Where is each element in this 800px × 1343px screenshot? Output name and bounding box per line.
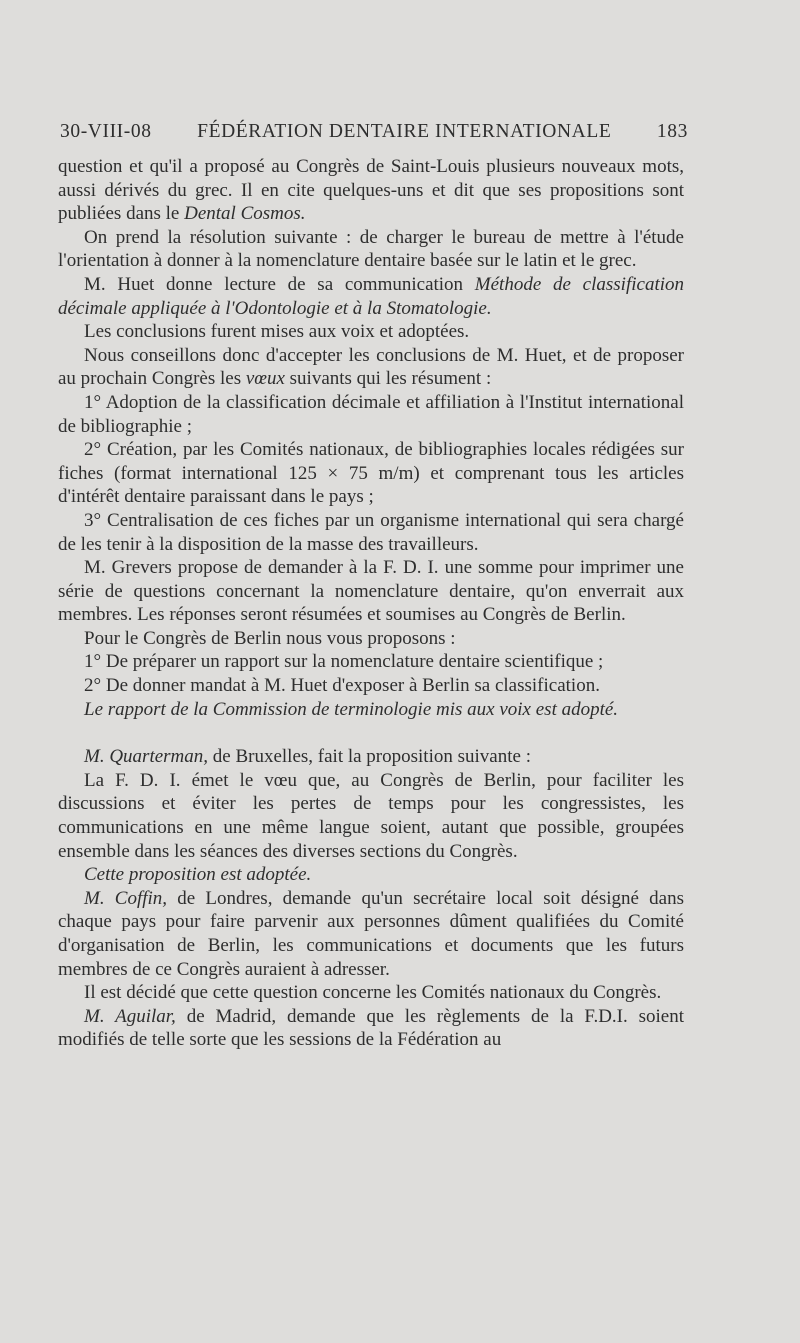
paragraph-text: Pour le Congrès de Berlin nous vous proposons : <box>84 627 456 649</box>
paragraph-text: 1° De préparer un rapport sur la nomenclature dentaire scientifique ; <box>84 651 604 673</box>
paragraph-text: Nous conseillons donc d'accepter les conclusions de M. Huet, et de proposer au prochain Congrès les <box>58 344 684 390</box>
paragraph-text: 2° Création, par les Comités nationaux, de bibliographies locales rédigées sur fiches (format international 125 × 75 m/m) et comprenant tous les articles d'intérêt dentaire paraissant dans le pays ; <box>58 439 684 508</box>
paragraph <box>58 556 684 627</box>
italic-word: vœux <box>245 368 285 390</box>
paragraph <box>58 155 684 226</box>
paragraph <box>58 627 684 651</box>
speaker-name: M. Quarterman, <box>84 746 209 768</box>
paragraph <box>58 698 684 722</box>
paragraph <box>58 273 684 320</box>
paragraph-text: La F. D. I. émet le vœu que, au Congrès de Berlin, pour faciliter les discussions et éviter les pertes de temps pour les congressistes, les communications en une même langue soient, autant que possible, groupées ensemble dans les séances des diverses sections du Congrès. <box>58 769 684 862</box>
running-head <box>60 121 688 143</box>
paragraph-text: M. Grevers propose de demander à la F. D. I. une somme pour imprimer une série de questions concernant la nomenclature dentaire, qu'on enverrait aux membres. Les réponses seront résumées et soumises au Congrès de Berlin. <box>58 557 684 626</box>
speaker-name: M. Aguilar, <box>84 1005 176 1027</box>
paragraph <box>58 320 684 344</box>
speaker-name: M. Coffin, <box>84 887 168 909</box>
paragraph-text: suivants qui les résument : <box>289 368 492 390</box>
paragraph-text: de Londres, demande qu'un secrétaire local soit désigné dans chaque pays pour faire parvenir aux personnes dûment qualifiées du Comité d'organisation de Berlin, les communications et documents que les futurs membres de ce Congrès auraient à adresser. <box>58 887 684 980</box>
body-text <box>58 155 684 1052</box>
paragraph-text: On prend la résolution suivante : de charger le bureau de mettre à l'étude l'orientation à donner à la nomenclature dentaire basée sur le latin et le grec. <box>58 226 684 272</box>
page-number: 183 <box>656 121 688 142</box>
paragraph-text: Les conclusions furent mises aux voix et adoptées. <box>84 321 470 343</box>
paragraph-text: de Bruxelles, fait la proposition suivante : <box>212 746 531 768</box>
paragraph-text: 3° Centralisation de ces fiches par un organisme international qui sera chargé de les tenir à la disposition de la masse des travailleurs. <box>58 509 684 555</box>
header-date: 30-VIII-08 <box>60 121 152 142</box>
paragraph <box>58 745 684 769</box>
paragraph <box>58 769 684 863</box>
paragraph <box>58 226 684 273</box>
paragraph <box>58 863 684 887</box>
adoption-statement: Le rapport de la Commission de terminologie mis aux voix est adopté. <box>84 698 619 720</box>
section-gap <box>58 721 684 745</box>
paragraph-text: question et qu'il a proposé au Congrès de Saint-Louis plusieurs nouveaux mots, aussi dérivés du grec. Il en cite quelques-uns et dit que ses propositions sont publiées dans le <box>58 156 684 225</box>
paragraph <box>58 1005 684 1052</box>
numbered-item <box>58 438 684 509</box>
header-title: FÉDÉRATION DENTAIRE INTERNATIONALE <box>197 121 612 142</box>
numbered-item <box>58 650 684 674</box>
paragraph-text: M. Huet donne lecture de sa communication <box>84 273 464 295</box>
journal-title: Dental Cosmos. <box>184 203 306 225</box>
communication-title: Méthode de classification décimale appliquée à l'Odontologie et à la Stomatologie. <box>58 273 684 319</box>
paragraph <box>58 981 684 1005</box>
numbered-item <box>58 674 684 698</box>
numbered-item <box>58 391 684 438</box>
paragraph-text: 1° Adoption de la classification décimale et affiliation à l'Institut international de bibliographie ; <box>58 391 684 437</box>
numbered-item <box>58 509 684 556</box>
paragraph-text: de Madrid, demande que les règlements de la F.D.I. soient modifiés de telle sorte que les sessions de la Fédération au <box>58 1005 685 1051</box>
paragraph-text: Il est décidé que cette question concerne les Comités nationaux du Congrès. <box>84 982 662 1004</box>
adoption-statement: Cette proposition est adoptée. <box>84 864 312 886</box>
paragraph-text: 2° De donner mandat à M. Huet d'exposer à Berlin sa classification. <box>84 675 600 697</box>
paragraph <box>58 887 684 981</box>
paragraph <box>58 344 684 391</box>
